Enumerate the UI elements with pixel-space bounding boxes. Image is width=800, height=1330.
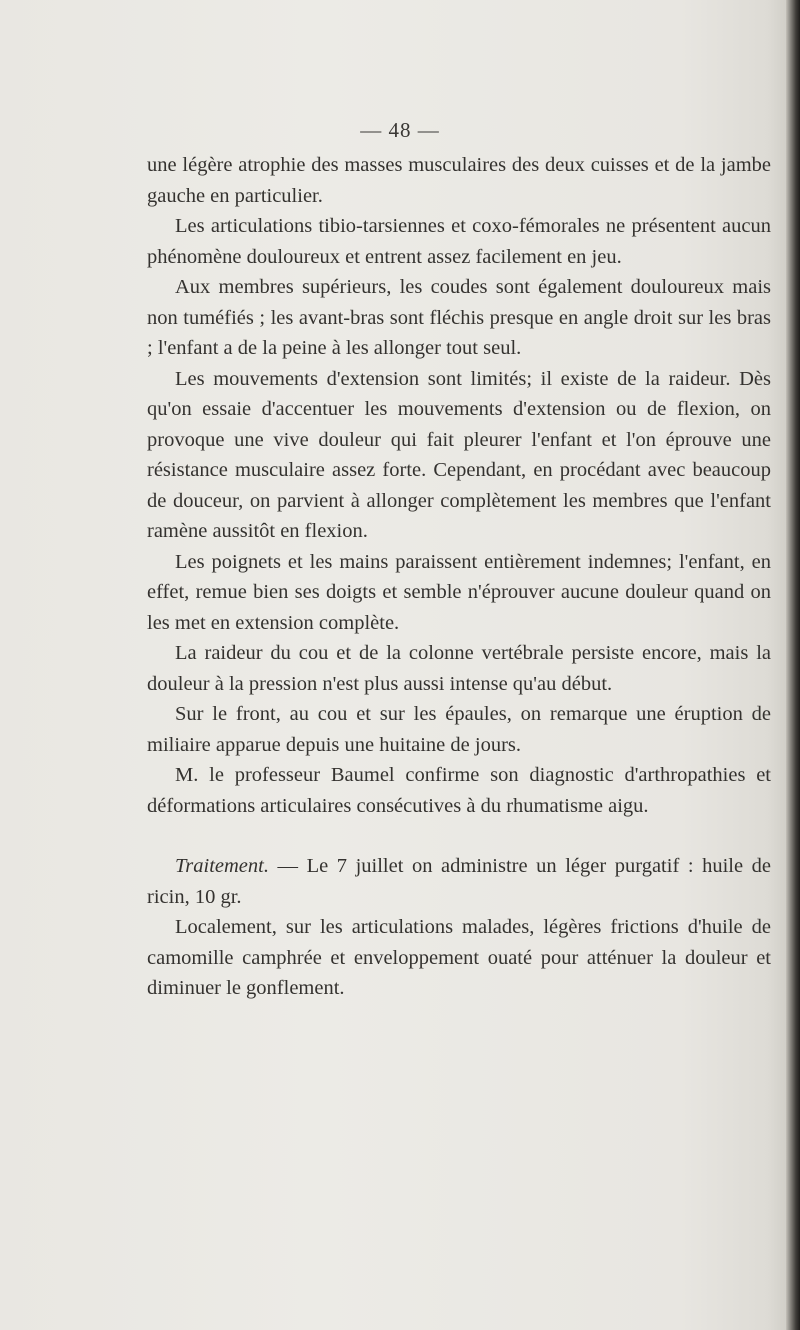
paragraph-continuation: une légère atrophie des masses musculaires des deux cuisses et de la jambe gauche en particulier. [147, 154, 771, 207]
paragraph-diagnostic: M. le professeur Baumel confirme son diagnostic d'arthropathies et déformations articulaires consécutives à du rhumatisme aigu. [147, 764, 771, 817]
paragraph-gap [147, 821, 771, 851]
paragraph-localement: Localement, sur les articulations malades, légères frictions d'huile de camomille camphrée et enveloppement ouaté pour atténuer la douleur et diminuer le gonflement. [147, 916, 771, 999]
treatment-heading: Traitement. [175, 855, 269, 877]
paragraph-raideur: La raideur du cou et de la colonne vertébrale persiste encore, mais la douleur à la pression n'est plus aussi intense qu'au début. [147, 642, 771, 695]
paragraph-traitement [147, 851, 771, 912]
body-text [147, 150, 771, 1004]
paragraph-membres-superieurs: Aux membres supérieurs, les coudes sont également douloureux mais non tuméfiés ; les avant-bras sont fléchis presque en angle droit sur les bras ; l'enfant a de la peine à les allonger tout seul. [147, 276, 771, 359]
page-number: — 48 — [360, 118, 440, 142]
paragraph-mouvements: Les mouvements d'extension sont limités; il existe de la raideur. Dès qu'on essaie d'accentuer les mouvements d'extension ou de flexion, on provoque une vive douleur qui fait pleurer l'enfant et l'on éprouve une résistance musculaire assez forte. Cependant, en procédant avec beaucoup de douceur, on parvient à allonger complètement les membres que l'enfant ramène aussitôt en flexion. [147, 367, 771, 542]
page-edge-shadow [786, 0, 800, 1330]
paragraph-eruption: Sur le front, au cou et sur les épaules, on remarque une éruption de miliaire apparue depuis une huitaine de jours. [147, 703, 771, 756]
paragraph-articulations: Les articulations tibio-tarsiennes et coxo-fémorales ne présentent aucun phénomène douloureux et entrent assez facilement en jeu. [147, 215, 771, 268]
paragraph-poignets: Les poignets et les mains paraissent entièrement indemnes; l'enfant, en effet, remue bien ses doigts et semble n'éprouver aucune douleur quand on les met en extension complète. [147, 550, 771, 634]
treatment-text: — Le 7 juillet on administre un léger purgatif : huile de ricin, 10 gr. [147, 855, 771, 908]
